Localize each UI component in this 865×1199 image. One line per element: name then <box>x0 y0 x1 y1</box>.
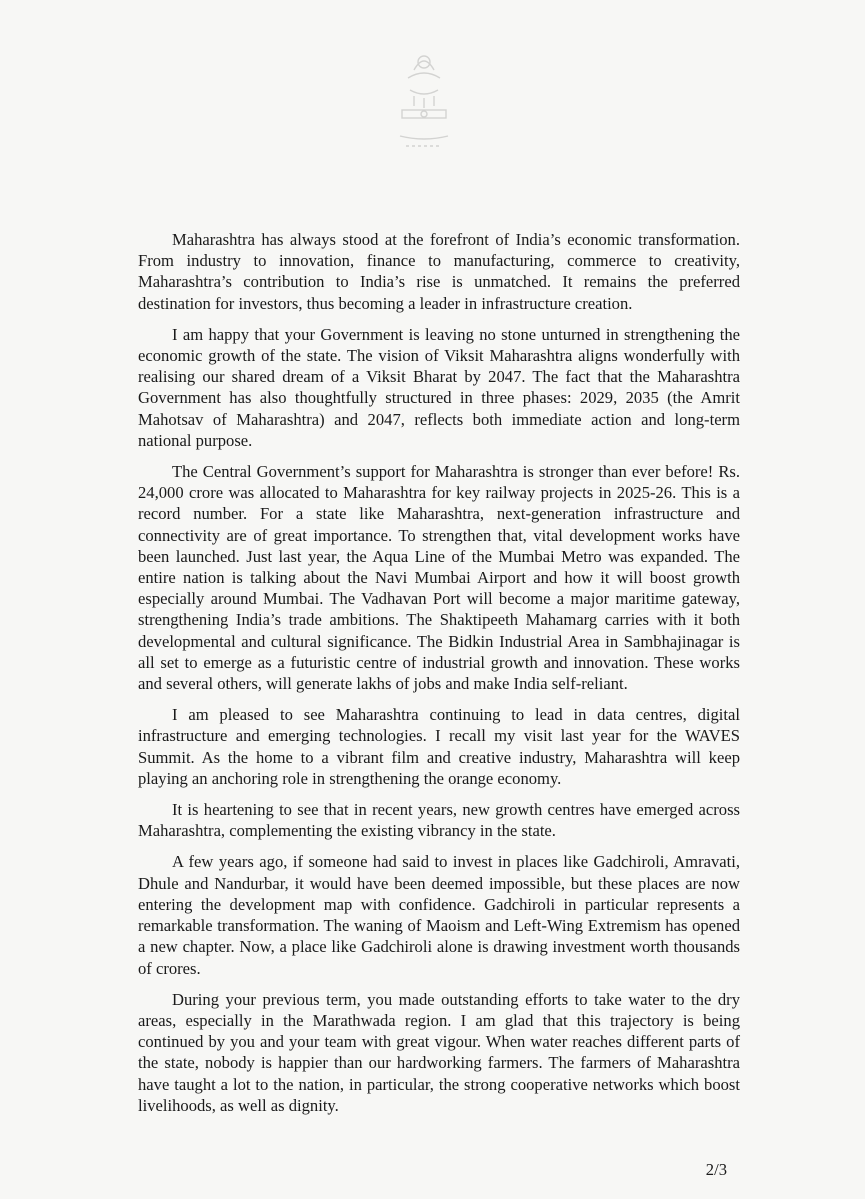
national-emblem-icon <box>384 40 464 160</box>
paragraph-central-government-support: The Central Government’s support for Maharashtra is stronger than ever before! Rs. 24,000 crore was allocated to Maharashtra for key railway projects in 2025-26. This is a record number. For a state like Maharashtra, next-generation infrastructure and connectivity are of great importance. To strengthen that, vital development works have been launched. Just last year, the Aqua Line of the Mumbai Metro was expanded. The entire nation is talking about the Navi Mumbai Airport and how it will boost growth especially around Mumbai. The Vadhavan Port will become a major maritime gateway, strengthening India’s trade ambitions. The Shaktipeeth Mahamarg carries with it both developmental and cultural significance. The Bidkin Industrial Area in Sambhajinagar is all set to emerge as a futuristic centre of industrial growth and innovation. These works and several others, will generate lakhs of jobs and make India self-reliant. <box>138 462 740 694</box>
paragraph-economic-transformation: Maharashtra has always stood at the forefront of India’s economic transformation. From industry to innovation, finance to manufacturing, commerce to creativity, Maharashtra’s contribution to India’s rise is unmatched. It remains the preferred destination for investors, thus becoming a leader in infrastructure creation. <box>138 230 740 313</box>
paragraph-new-growth-centres: It is heartening to see that in recent years, new growth centres have emerged across Maharashtra, complementing the existing vibrancy in the state. <box>138 800 740 841</box>
paragraph-digital-infrastructure: I am pleased to see Maharashtra continuing to lead in data centres, digital infrastructure and emerging technologies. I recall my visit last year for the WAVES Summit. As the home to a vibrant film and creative industry, Maharashtra will keep playing an anchoring role in strengthening the orange economy. <box>138 705 740 788</box>
paragraph-viksit-maharashtra: I am happy that your Government is leaving no stone unturned in strengthening the economic growth of the state. The vision of Viksit Maharashtra aligns wonderfully with realising our shared dream of a Viksit Bharat by 2047. The fact that the Maharashtra Government has also thoughtfully structured in three phases: 2029, 2035 (the Amrit Mahotsav of Maharashtra) and 2047, reflects both immediate action and long-term national purpose. <box>138 324 740 450</box>
page-number: 2/3 <box>705 1160 727 1179</box>
paragraph-water-farmers: During your previous term, you made outstanding efforts to take water to the dry areas, especially in the Marathwada region. I am glad that this trajectory is being continued by you and your team with great vigour. When water reaches different parts of the state, nobody is happier than our hardworking farmers. The farmers of Maharashtra have taught a lot to the nation, in particular, the strong cooperative networks which boost livelihoods, as well as dignity. <box>138 989 740 1115</box>
paragraph-gadchiroli: A few years ago, if someone had said to invest in places like Gadchiroli, Amravati, Dhule and Nandurbar, it would have been deemed impossible, but these places are now entering the development map with confidence. Gadchiroli in particular represents a remarkable transformation. The waning of Maoism and Left-Wing Extremism has opened a new chapter. Now, a place like Gadchiroli alone is drawing investment worth thousands of crores. <box>138 852 740 978</box>
letter-body <box>138 229 740 1126</box>
